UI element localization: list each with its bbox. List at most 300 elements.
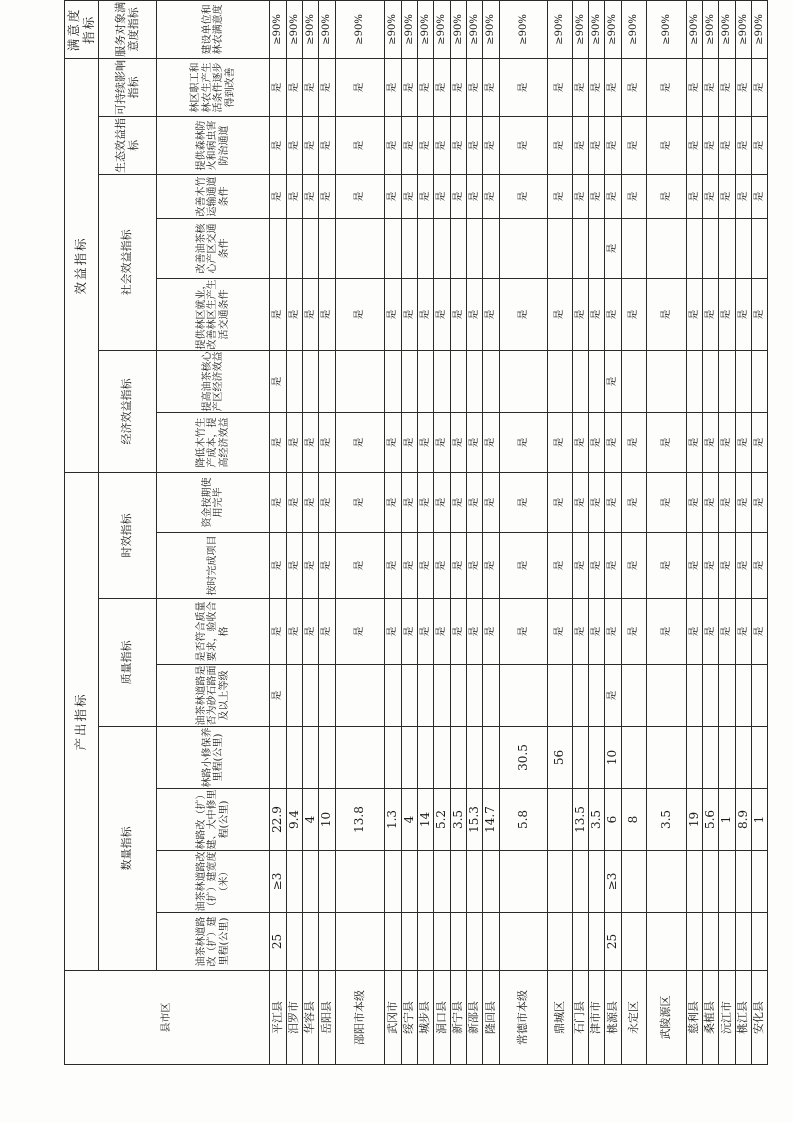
table-cell: ≥90% — [385, 0, 402, 58]
table-cell: 14 — [418, 789, 434, 851]
table-cell: 5.8 — [500, 789, 548, 851]
table-cell: ≥90% — [303, 0, 319, 58]
table-row — [589, 0, 605, 1064]
table-cell — [622, 913, 647, 971]
table-row — [736, 0, 752, 1064]
table-cell: 是 — [647, 116, 687, 174]
table-cell: 是 — [467, 58, 483, 116]
table-cell: ≥90% — [270, 0, 287, 58]
table-cell — [687, 727, 703, 789]
table-cell — [548, 789, 573, 851]
column-header-15: 林区职工和林农生产生活条件逐步得到改善 — [157, 58, 270, 116]
table-cell — [703, 913, 719, 971]
table-cell: 是 — [270, 533, 287, 599]
table-cell: 是 — [483, 278, 500, 350]
column-header-1: 油茶林道路改（扩）建里程(公里) — [157, 913, 270, 971]
table-cell: 是 — [719, 174, 736, 218]
table-cell — [687, 350, 703, 412]
table-cell: 是 — [719, 116, 736, 174]
county-name-cell: 慈利县 — [687, 971, 703, 1065]
table-cell: 是 — [500, 472, 548, 532]
table-row — [573, 0, 589, 1064]
table-cell: ≥90% — [418, 0, 434, 58]
table-cell — [647, 851, 687, 913]
table-cell: 5.2 — [434, 789, 451, 851]
table-cell: 是 — [336, 472, 385, 532]
table-cell: 19 — [687, 789, 703, 851]
table-cell — [434, 851, 451, 913]
table-cell: 是 — [647, 412, 687, 472]
table-cell: 是 — [687, 174, 703, 218]
table-cell: 是 — [573, 278, 589, 350]
table-row — [270, 0, 287, 1064]
table-cell: 是 — [622, 472, 647, 532]
table-cell: ≥3 — [605, 851, 622, 913]
table-cell — [434, 218, 451, 278]
table-cell — [467, 851, 483, 913]
table-cell: 是 — [319, 58, 336, 116]
table-row — [336, 0, 385, 1064]
table-cell: 是 — [319, 412, 336, 472]
table-cell: 是 — [703, 533, 719, 599]
table-cell — [736, 218, 752, 278]
table-cell — [303, 913, 319, 971]
table-cell — [622, 851, 647, 913]
table-row — [451, 0, 467, 1064]
column-header-6: 是否符合质量要求，验收合格 — [157, 599, 270, 665]
table-cell — [548, 665, 573, 727]
table-cell: 是 — [270, 599, 287, 665]
satisfaction-indicator-header: 满意度指标 — [65, 0, 99, 58]
table-cell: 是 — [451, 278, 467, 350]
table-cell: 30.5 — [500, 727, 548, 789]
table-cell — [647, 727, 687, 789]
table-cell: 15.3 — [467, 789, 483, 851]
table-cell: 是 — [434, 599, 451, 665]
table-cell — [385, 350, 402, 412]
table-row — [605, 0, 622, 1064]
county-name-cell: 永定区 — [622, 971, 647, 1065]
table-cell: 是 — [605, 116, 622, 174]
table-cell — [687, 218, 703, 278]
table-cell: 是 — [589, 599, 605, 665]
table-cell: 是 — [319, 174, 336, 218]
table-cell: 是 — [736, 278, 752, 350]
table-cell: 是 — [736, 412, 752, 472]
table-cell: 是 — [573, 533, 589, 599]
table-cell: 是 — [622, 599, 647, 665]
table-cell: ≥90% — [687, 0, 703, 58]
table-cell — [548, 350, 573, 412]
table-cell — [500, 913, 548, 971]
table-cell: 是 — [719, 412, 736, 472]
economic-benefit-header: 经济效益指标 — [99, 350, 157, 472]
table-cell: 5.6 — [703, 789, 719, 851]
table-cell: 是 — [605, 412, 622, 472]
table-cell: 是 — [385, 278, 402, 350]
table-cell — [451, 350, 467, 412]
table-cell: 是 — [752, 412, 768, 472]
table-cell: 是 — [548, 472, 573, 532]
table-cell: 是 — [467, 599, 483, 665]
table-cell — [303, 665, 319, 727]
table-cell — [500, 665, 548, 727]
table-cell — [548, 913, 573, 971]
table-cell: 是 — [548, 278, 573, 350]
table-row — [483, 0, 500, 1064]
table-cell: ≥90% — [605, 0, 622, 58]
table-cell — [573, 350, 589, 412]
table-cell: 是 — [605, 665, 622, 727]
table-cell: 是 — [385, 58, 402, 116]
table-cell: 是 — [687, 533, 703, 599]
table-cell: 是 — [418, 533, 434, 599]
table-cell: 是 — [500, 58, 548, 116]
table-cell — [467, 350, 483, 412]
service-satisfaction-header: 服务对象满意度指标 — [99, 0, 157, 58]
table-cell: 是 — [548, 533, 573, 599]
table-cell — [752, 851, 768, 913]
table-cell — [752, 913, 768, 971]
table-cell: 是 — [703, 412, 719, 472]
table-cell: 是 — [573, 472, 589, 532]
table-cell: 56 — [548, 727, 573, 789]
table-cell — [418, 665, 434, 727]
table-cell: ≥90% — [573, 0, 589, 58]
table-cell: 是 — [451, 116, 467, 174]
table-cell: 是 — [336, 174, 385, 218]
table-cell: 是 — [687, 472, 703, 532]
county-name-cell: 武陵源区 — [647, 971, 687, 1065]
table-cell: ≥90% — [752, 0, 768, 58]
table-cell — [703, 851, 719, 913]
table-row — [703, 0, 719, 1064]
county-name-cell: 鼎城区 — [548, 971, 573, 1065]
column-header-3: 林路改（扩）建、大中修里程(公里) — [157, 789, 270, 851]
table-cell: 是 — [605, 533, 622, 599]
table-cell — [719, 851, 736, 913]
table-cell — [483, 913, 500, 971]
table-cell — [402, 851, 418, 913]
table-cell — [270, 727, 287, 789]
table-cell: 是 — [736, 533, 752, 599]
table-cell: 是 — [589, 412, 605, 472]
table-cell: 8 — [622, 789, 647, 851]
table-cell: 是 — [270, 350, 287, 412]
table-cell: 是 — [402, 58, 418, 116]
table-cell: 是 — [573, 116, 589, 174]
table-cell: 13.5 — [573, 789, 589, 851]
table-cell: 是 — [336, 116, 385, 174]
table-cell — [467, 218, 483, 278]
county-name-cell: 隆回县 — [483, 971, 500, 1065]
table-cell — [622, 665, 647, 727]
table-cell — [303, 218, 319, 278]
table-cell — [622, 727, 647, 789]
table-cell: 10 — [319, 789, 336, 851]
timeliness-indicator-header: 时效指标 — [99, 472, 157, 598]
table-cell — [418, 218, 434, 278]
table-cell: 是 — [647, 278, 687, 350]
table-cell: ≥90% — [483, 0, 500, 58]
table-cell: 是 — [287, 278, 303, 350]
table-cell — [589, 913, 605, 971]
table-cell — [483, 851, 500, 913]
table-cell — [736, 350, 752, 412]
table-cell: 14.7 — [483, 789, 500, 851]
table-cell — [451, 727, 467, 789]
column-header-12: 改善油茶核心产区交通条件 — [157, 218, 270, 278]
table-cell: 是 — [605, 599, 622, 665]
table-row — [719, 0, 736, 1064]
table-cell: 是 — [287, 533, 303, 599]
table-cell — [287, 913, 303, 971]
table-cell: 是 — [402, 116, 418, 174]
table-cell: 1.3 — [385, 789, 402, 851]
table-cell: 是 — [402, 533, 418, 599]
table-cell — [589, 350, 605, 412]
table-cell: 是 — [418, 278, 434, 350]
table-cell: 是 — [402, 412, 418, 472]
table-cell: 是 — [287, 58, 303, 116]
table-cell: 22.9 — [270, 789, 287, 851]
table-cell — [483, 665, 500, 727]
county-name-cell: 城步县 — [418, 971, 434, 1065]
column-header-11: 提供林区就业，改善林区生产生活交通条件 — [157, 278, 270, 350]
column-header-2: 油茶林道路改（扩）建宽度（米） — [157, 851, 270, 913]
table-cell: 是 — [703, 58, 719, 116]
table-cell — [647, 218, 687, 278]
table-row — [287, 0, 303, 1064]
table-cell: 是 — [418, 472, 434, 532]
table-cell: 是 — [434, 58, 451, 116]
table-cell — [287, 218, 303, 278]
county-name-cell: 新邵县 — [467, 971, 483, 1065]
table-cell: 是 — [703, 278, 719, 350]
table-cell: 是 — [752, 174, 768, 218]
table-cell: 是 — [589, 533, 605, 599]
table-cell: 3.5 — [451, 789, 467, 851]
table-cell: 是 — [451, 472, 467, 532]
table-row — [687, 0, 703, 1064]
table-cell — [752, 727, 768, 789]
table-cell: 是 — [548, 116, 573, 174]
table-cell: 是 — [418, 116, 434, 174]
table-cell: 是 — [548, 599, 573, 665]
table-cell — [687, 851, 703, 913]
table-cell: 是 — [589, 472, 605, 532]
table-cell: 是 — [483, 412, 500, 472]
table-cell: 是 — [647, 174, 687, 218]
table-cell — [287, 350, 303, 412]
table-cell: 是 — [270, 278, 287, 350]
table-cell: 是 — [573, 58, 589, 116]
table-cell: 是 — [303, 472, 319, 532]
table-cell: 是 — [385, 412, 402, 472]
table-cell — [736, 851, 752, 913]
table-cell — [385, 727, 402, 789]
table-cell: 4 — [402, 789, 418, 851]
table-cell: 是 — [736, 58, 752, 116]
table-cell: 是 — [500, 533, 548, 599]
table-row — [434, 0, 451, 1064]
county-header: 县市区 — [65, 971, 270, 1065]
column-header-8: 资金按期使用完毕 — [157, 472, 270, 532]
table-cell — [402, 727, 418, 789]
table-row — [647, 0, 687, 1064]
table-cell — [385, 665, 402, 727]
table-cell — [703, 665, 719, 727]
table-cell: 是 — [500, 116, 548, 174]
table-cell — [319, 851, 336, 913]
table-cell: 3.5 — [589, 789, 605, 851]
table-row — [622, 0, 647, 1064]
table-cell: 是 — [483, 58, 500, 116]
table-cell: 3.5 — [647, 789, 687, 851]
table-cell: 是 — [385, 472, 402, 532]
table-cell: 是 — [418, 174, 434, 218]
table-cell: 是 — [548, 174, 573, 218]
table-cell: 是 — [647, 533, 687, 599]
table-cell — [703, 350, 719, 412]
quality-indicator-header: 质量指标 — [99, 599, 157, 727]
table-cell: 是 — [647, 58, 687, 116]
table-cell — [434, 665, 451, 727]
table-cell: 是 — [270, 412, 287, 472]
table-cell: 是 — [736, 174, 752, 218]
table-cell — [467, 913, 483, 971]
table-cell — [451, 913, 467, 971]
table-cell — [418, 851, 434, 913]
county-name-cell: 桑植县 — [703, 971, 719, 1065]
table-cell: ≥90% — [647, 0, 687, 58]
table-cell — [548, 851, 573, 913]
table-cell: 是 — [303, 278, 319, 350]
table-cell: ≥90% — [719, 0, 736, 58]
table-cell: ≥90% — [287, 0, 303, 58]
table-cell: 是 — [719, 58, 736, 116]
table-cell: 是 — [752, 58, 768, 116]
table-cell: 是 — [622, 174, 647, 218]
table-cell: ≥90% — [434, 0, 451, 58]
table-cell: 是 — [622, 278, 647, 350]
table-cell — [270, 218, 287, 278]
table-cell: 是 — [336, 58, 385, 116]
column-header-9: 降低木竹生产成本，提高经济效益 — [157, 412, 270, 472]
table-cell — [500, 350, 548, 412]
table-cell: 13.8 — [336, 789, 385, 851]
county-name-cell: 桃源县 — [605, 971, 622, 1065]
table-cell: 是 — [605, 350, 622, 412]
table-cell — [548, 218, 573, 278]
county-name-cell: 常德市本级 — [500, 971, 548, 1065]
table-row — [752, 0, 768, 1064]
table-cell: 是 — [573, 599, 589, 665]
table-cell — [385, 218, 402, 278]
column-header-7: 按时完成项目 — [157, 533, 270, 599]
table-cell — [402, 665, 418, 727]
table-cell: ≥90% — [467, 0, 483, 58]
table-cell: 是 — [303, 599, 319, 665]
table-cell: 是 — [500, 174, 548, 218]
table-cell — [736, 665, 752, 727]
table-cell: ≥90% — [319, 0, 336, 58]
table-cell: 是 — [736, 599, 752, 665]
table-cell — [736, 727, 752, 789]
table-cell — [451, 851, 467, 913]
table-cell — [573, 665, 589, 727]
table-cell: 是 — [752, 278, 768, 350]
county-name-cell: 邵阳市本级 — [336, 971, 385, 1065]
table-row — [402, 0, 418, 1064]
table-cell: ≥90% — [500, 0, 548, 58]
table-row — [385, 0, 402, 1064]
county-name-cell: 华容县 — [303, 971, 319, 1065]
table-cell: 是 — [418, 58, 434, 116]
county-name-cell: 平江县 — [270, 971, 287, 1065]
table-cell: ≥90% — [703, 0, 719, 58]
table-cell: 是 — [303, 58, 319, 116]
table-cell: 是 — [573, 412, 589, 472]
table-row — [303, 0, 319, 1064]
table-cell: 25 — [270, 913, 287, 971]
table-cell: 是 — [573, 174, 589, 218]
table-cell: 是 — [589, 278, 605, 350]
table-cell — [451, 218, 467, 278]
table-cell — [319, 727, 336, 789]
table-cell: 是 — [434, 116, 451, 174]
table-cell: 是 — [687, 412, 703, 472]
table-cell: 是 — [483, 174, 500, 218]
table-cell: 是 — [467, 412, 483, 472]
column-header-14: 提供森林防火和病虫害防治通道 — [157, 116, 270, 174]
table-cell — [402, 913, 418, 971]
table-cell: 是 — [336, 533, 385, 599]
table-cell: 是 — [287, 599, 303, 665]
table-cell — [589, 665, 605, 727]
table-cell — [303, 851, 319, 913]
table-cell — [719, 913, 736, 971]
table-cell: 是 — [605, 472, 622, 532]
table-cell — [647, 913, 687, 971]
table-cell: 是 — [434, 412, 451, 472]
table-cell — [687, 913, 703, 971]
table-cell: 是 — [589, 58, 605, 116]
table-cell: 是 — [402, 599, 418, 665]
table-cell: 是 — [385, 533, 402, 599]
table-cell: ≥90% — [589, 0, 605, 58]
table-cell: 是 — [719, 278, 736, 350]
table-cell — [385, 851, 402, 913]
table-cell — [719, 218, 736, 278]
table-cell — [647, 665, 687, 727]
column-header-5: 油茶林道路是否为砂石路面及以上等级 — [157, 665, 270, 727]
table-cell — [336, 727, 385, 789]
table-cell — [418, 727, 434, 789]
table-cell — [451, 665, 467, 727]
table-row — [548, 0, 573, 1064]
table-cell: 是 — [687, 599, 703, 665]
county-name-cell: 津市市 — [589, 971, 605, 1065]
table-cell: 是 — [736, 472, 752, 532]
county-name-cell: 安化县 — [752, 971, 768, 1065]
table-cell — [703, 727, 719, 789]
table-cell: 是 — [434, 472, 451, 532]
social-benefit-header: 社会效益指标 — [99, 174, 157, 350]
table-cell — [573, 727, 589, 789]
table-cell — [402, 218, 418, 278]
table-cell: 是 — [622, 533, 647, 599]
